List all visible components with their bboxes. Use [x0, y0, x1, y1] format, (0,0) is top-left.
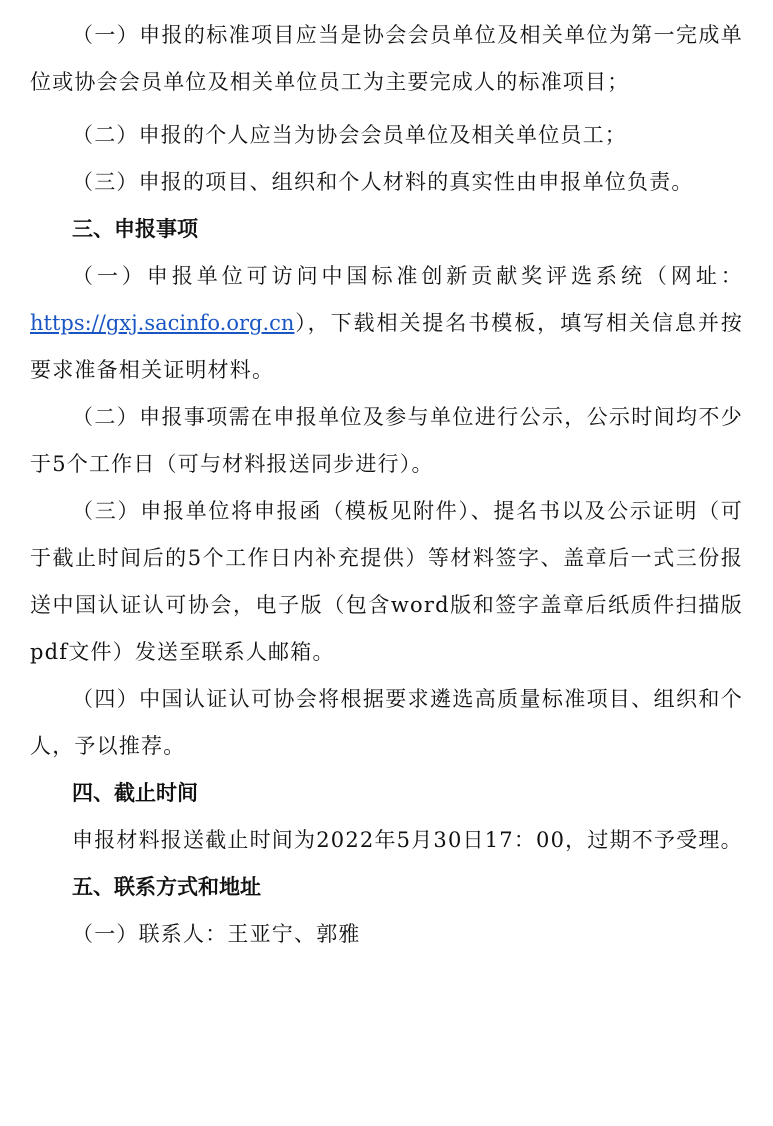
section-heading-contact: 五、联系方式和地址 — [72, 875, 261, 899]
application-1-prefix: （一）申报单位可访问中国标准创新贡献奖评选系统（网址： — [72, 264, 743, 288]
paragraph-application-3: （三）申报单位将申报函（模板见附件）、提名书以及公示证明（可于截止时间后的5个工作日内补充提供）等材料签字、盖章后一式三份报送中国认证认可协会，电子版（包含word版和签字盖章后纸质件扫描版pdf文件）发送至联系人邮箱。 — [30, 499, 743, 664]
paragraph-application-2: （二）申报事项需在申报单位及参与单位进行公示，公示时间均不少于5个工作日（可与材料报送同步进行）。 — [30, 405, 743, 476]
section-heading-application: 三、申报事项 — [72, 217, 198, 241]
system-url-link[interactable]: https://gxj.sacinfo.org.cn — [30, 311, 295, 335]
section-heading-deadline: 四、截止时间 — [72, 781, 198, 805]
paragraph-application-4: （四）中国认证认可协会将根据要求遴选高质量标准项目、组织和个人，予以推荐。 — [30, 687, 743, 758]
paragraph-deadline: 申报材料报送截止时间为2022年5月30日17：00，过期不予受理。 — [72, 828, 743, 852]
paragraph-requirement-2: （二）申报的个人应当为协会会员单位及相关单位员工； — [72, 123, 627, 147]
paragraph-requirement-1: （一）申报的标准项目应当是协会会员单位及相关单位为第一完成单位或协会会员单位及相关单位员工为主要完成人的标准项目； — [30, 23, 743, 94]
paragraph-contact-1: （一）联系人：王亚宁、郭雅 — [72, 922, 361, 946]
paragraph-requirement-3: （三）申报的项目、组织和个人材料的真实性由申报单位负责。 — [72, 170, 694, 194]
application-1-suffix: ），下载相关提名书模板，填写相关信息并按要求准备相关证明材料。 — [30, 311, 743, 382]
paragraph-application-1 — [30, 253, 743, 394]
